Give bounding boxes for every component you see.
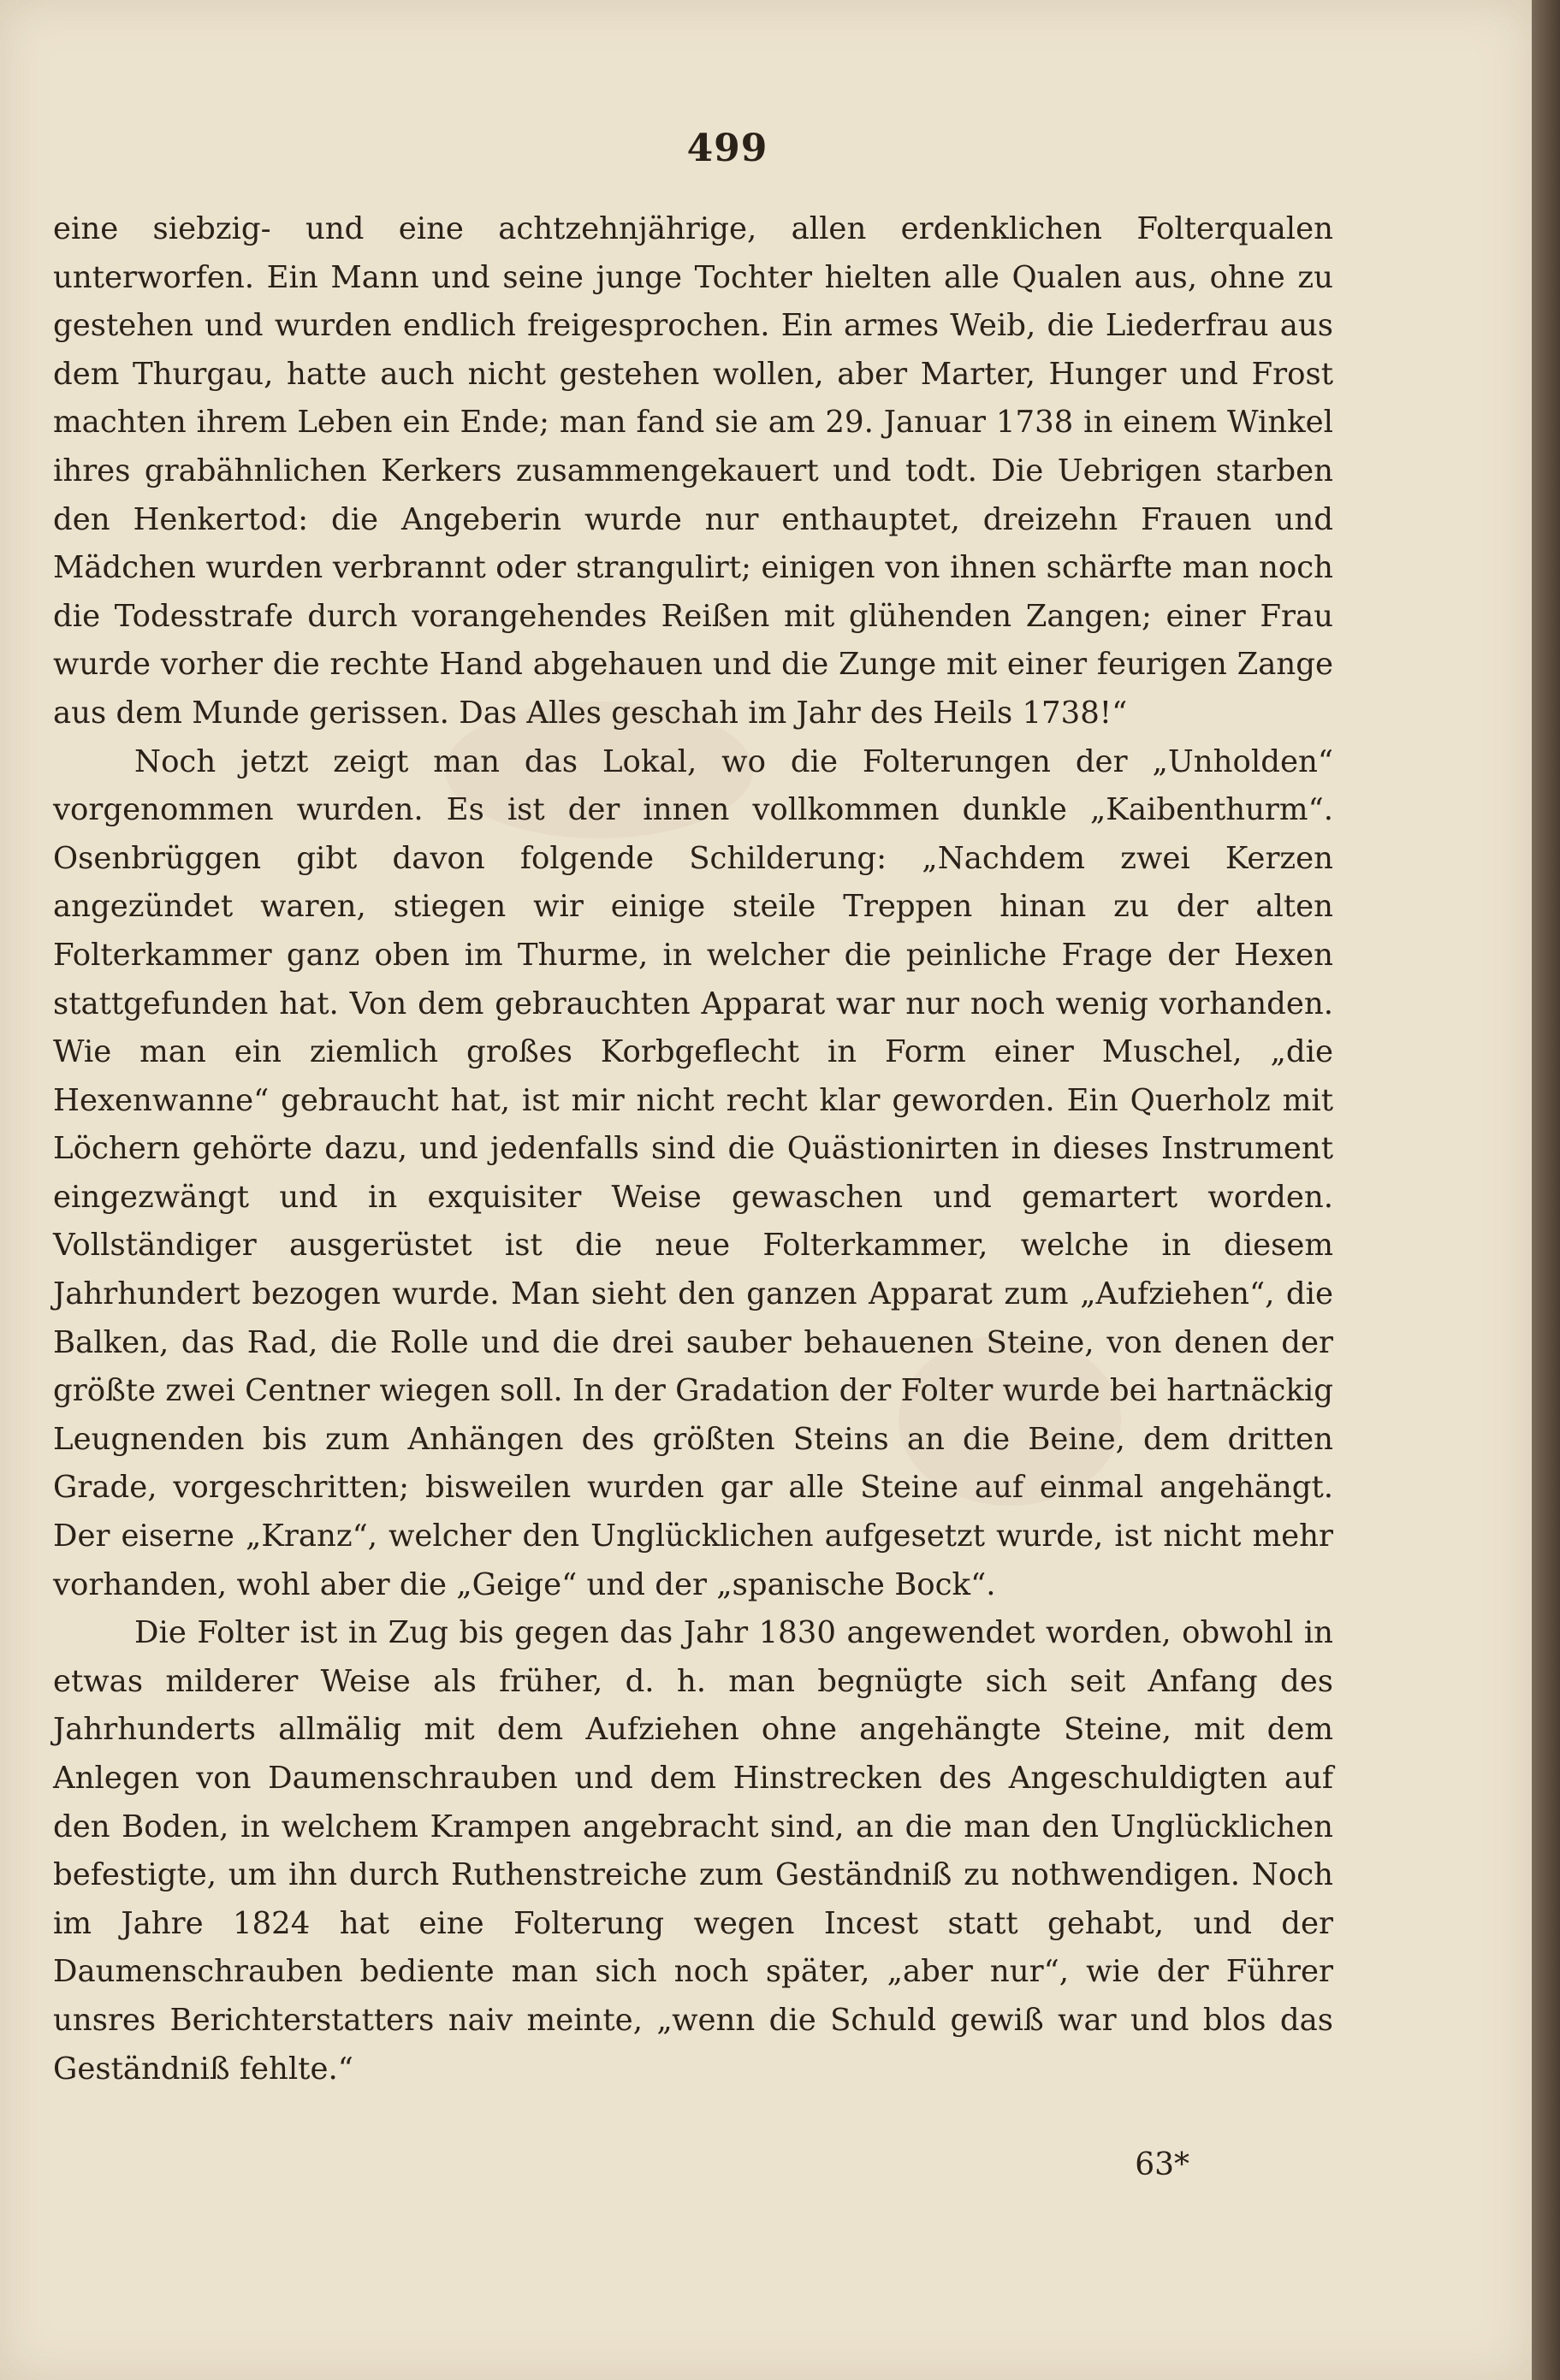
body-text — [53, 205, 1333, 2093]
paragraph-2: Noch jetzt zeigt man das Lokal, wo die Folterungen der „Unholden“ vorgenommen wurden. Es ist der innen vollkommen dunkle „Kaibenthurm“. Osenbrüggen gibt davon folgende Schilderung: „Nachdem zwei Kerzen angezündet waren, stiegen wir einige steile Treppen hinan zu der alten Folterkammer ganz oben im Thurme, in welcher die peinliche Frage der Hexen stattgefunden hat. Von dem gebrauchten Apparat war nur noch wenig vorhanden. Wie man ein ziemlich großes Korbgeflecht in Form einer Muschel, „die Hexenwanne“ gebraucht hat, ist mir nicht recht klar geworden. Ein Querholz mit Löchern gehörte dazu, und jedenfalls sind die Quästionirten in dieses Instrument eingezwängt und in exquisiter Weise gewaschen und gemartert worden. Vollständiger ausgerüstet ist die neue Folterkammer, welche in diesem Jahrhundert bezogen wurde. Man sieht den ganzen Apparat zum „Aufziehen“, die Balken, das Rad, die Rolle und die drei sauber behauenen Steine, von denen der größte zwei Centner wiegen soll. In der Gradation der Folter wurde bei hartnäckig Leugnenden bis zum Anhängen des größten Steins an die Beine, dem dritten Grade, vorgeschritten; bisweilen wurden gar alle Steine auf einmal angehängt. Der eiserne „Kranz“, welcher den Unglücklichen aufgesetzt wurde, ist nicht mehr vorhanden, wohl aber die „Geige“ und der „spanische Bock“. — [53, 743, 1333, 1602]
paragraph-1: eine siebzig- und eine achtzehnjährige, allen erdenklichen Folterqualen unterworfen. Ein Mann und seine junge Tochter hielten alle Qualen aus, ohne zu gestehen und wurden endlich freigesprochen. Ein armes Weib, die Liederfrau aus dem Thurgau, hatte auch nicht gestehen wollen, aber Marter, Hunger und Frost machten ihrem Leben ein Ende; man fand sie am 29. Januar 1738 in einem Winkel ihres grabähnlichen Kerkers zusammengekauert und todt. Die Uebrigen starben den Henkertod: die Angeberin wurde nur enthauptet, dreizehn Frauen und Mädchen wurden verbrannt oder strangulirt; einigen von ihnen schärfte man noch die Todesstrafe durch vorangehendes Reißen mit glühenden Zangen; einer Frau wurde vorher die rechte Hand abgehauen und die Zunge mit einer feurigen Zange aus dem Munde gerissen. Das Alles geschah im Jahr des Heils 1738!“ — [53, 211, 1333, 731]
book-edge — [1532, 0, 1560, 2380]
paragraph-3: Die Folter ist in Zug bis gegen das Jahr 1830 angewendet worden, obwohl in etwas milderer Weise als früher, d. h. man begnügte sich seit Anfang des Jahrhunderts allmälig mit dem Aufziehen ohne angehängte Steine, mit dem Anlegen von Daumenschrauben und dem Hinstrecken des Angeschuldigten auf den Boden, in welchem Krampen angebracht sind, an die man den Unglücklichen befestigte, um ihn durch Ruthenstreiche zum Geständniß zu nothwendigen. Noch im Jahre 1824 hat eine Folterung wegen Incest statt gehabt, und der Daumenschrauben bediente man sich noch später, „aber nur“, wie der Führer unsres Berichterstatters naiv meinte, „wenn die Schuld gewiß war und blos das Geständniß fehlte.“ — [53, 1615, 1333, 2087]
signature-mark: 63* — [1135, 2147, 1189, 2182]
page-number: 499 — [686, 127, 768, 170]
